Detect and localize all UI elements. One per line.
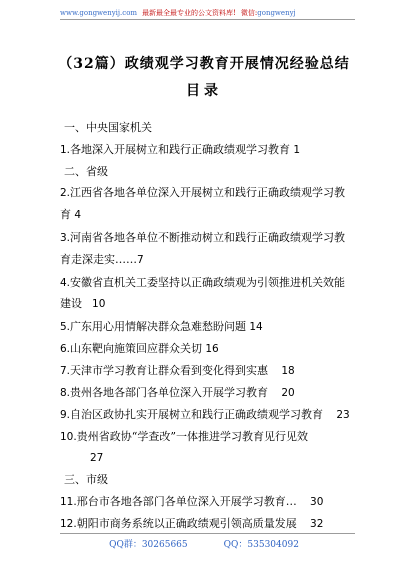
toc-entry-11[interactable] xyxy=(60,495,323,509)
toc-entry-7[interactable] xyxy=(60,364,295,378)
page-footer xyxy=(0,537,408,550)
toc-entry-number: 10. xyxy=(60,431,77,443)
toc-entry-title: 河南省各地各单位不断推动树立和践行正确政绩观学习教 xyxy=(70,231,346,244)
toc-entry-page: 1 xyxy=(290,144,301,156)
toc-entry-number: 3. xyxy=(60,232,71,244)
toc-entry-2-continued[interactable] xyxy=(60,208,81,222)
toc-entry-title: 贵州省政协“学查改”一体推进学习教育见行见效 xyxy=(76,430,308,443)
toc-entry-1[interactable] xyxy=(60,143,300,157)
toc-entry-8[interactable] xyxy=(60,386,295,400)
toc-entry-title-continued: 育走深走实…… xyxy=(60,253,137,266)
toc-entry-title: 各地深入开展树立和践行正确政绩观学习教育 xyxy=(70,143,291,156)
toc-entry-title: 天津市学习教育让群众看到变化得到实惠 xyxy=(70,364,269,377)
toc-entry-title: 邢台市各地各部门各单位深入开展学习教育… xyxy=(76,495,297,508)
footer-rule xyxy=(60,533,355,534)
header-weixin-id: gongwenyj xyxy=(257,9,296,17)
toc-entry-title: 自治区政协扎实开展树立和践行正确政绩观学习教育 xyxy=(70,408,324,421)
toc-entry-4-continued[interactable] xyxy=(60,297,105,311)
toc-entry-page: 18 xyxy=(268,365,295,377)
toc-entry-page: 4 xyxy=(71,209,82,221)
page-header xyxy=(60,8,360,18)
toc-entry-number: 5. xyxy=(60,321,71,333)
footer-qq-group: QQ群：30265665 xyxy=(109,540,188,550)
toc-entry-page: 32 xyxy=(296,518,324,530)
toc-entry-page: 27 xyxy=(90,452,104,464)
toc-entry-number: 4. xyxy=(60,277,71,289)
toc-entry-page: 14 xyxy=(246,321,263,333)
toc-entry-page: 16 xyxy=(202,343,219,355)
toc-entry-3[interactable] xyxy=(60,231,345,245)
toc-entry-page: 30 xyxy=(296,496,324,508)
toc-entry-number: 7. xyxy=(60,365,71,377)
toc-entry-page: 23 xyxy=(323,409,350,421)
toc-entry-number: 11. xyxy=(60,496,77,508)
toc-section-provincial: 二、省级 xyxy=(64,165,108,178)
toc-entry-page: 20 xyxy=(268,387,295,399)
toc-entry-2[interactable] xyxy=(60,186,345,200)
footer-qq: QQ：535304092 xyxy=(223,540,299,550)
document-title: （32篇）政绩观学习教育开展情况经验总结 xyxy=(58,56,350,72)
toc-entry-10[interactable] xyxy=(60,430,308,444)
toc-entry-title: 山东靶向施策回应群众关切 xyxy=(70,342,203,355)
toc-entry-3-continued[interactable] xyxy=(60,253,144,267)
toc-entry-page: 10 xyxy=(82,298,106,310)
toc-entry-6[interactable] xyxy=(60,342,219,356)
toc-entry-page: 7 xyxy=(137,254,144,266)
toc-entry-number: 6. xyxy=(60,343,71,355)
toc-section-city: 三、市级 xyxy=(64,473,108,486)
toc-entry-number: 9. xyxy=(60,409,71,421)
header-slogan: 最新最全最专业的公文资料库! xyxy=(142,9,236,17)
toc-entry-12[interactable] xyxy=(60,517,323,531)
toc-entry-10-page[interactable] xyxy=(90,451,103,465)
toc-entry-5[interactable] xyxy=(60,320,263,334)
toc-entry-title-continued: 育 xyxy=(60,208,71,221)
toc-entry-9[interactable] xyxy=(60,408,350,422)
toc-entry-title-continued: 建设 xyxy=(60,297,82,310)
header-rule xyxy=(60,19,355,20)
toc-section-central: 一、中央国家机关 xyxy=(64,121,152,134)
toc-entry-title: 江西省各地各单位深入开展树立和践行正确政绩观学习教 xyxy=(70,186,346,199)
header-weixin-label: 微信: xyxy=(240,9,258,17)
toc-entry-title: 广东用心用情解决群众急难愁盼问题 xyxy=(70,320,247,333)
toc-entry-number: 1. xyxy=(60,144,71,156)
toc-entry-title: 贵州各地各部门各单位深入开展学习教育 xyxy=(70,386,269,399)
toc-entry-number: 8. xyxy=(60,387,71,399)
toc-entry-title: 朝阳市商务系统以正确政绩观引领高质量发展 xyxy=(76,517,297,530)
toc-entry-number: 2. xyxy=(60,187,71,199)
toc-entry-4[interactable] xyxy=(60,276,345,290)
toc-entry-number: 12. xyxy=(60,518,77,530)
header-site[interactable]: www.gongwenyij.com xyxy=(60,9,138,17)
toc-heading: 目录 xyxy=(186,83,222,99)
toc-entry-title: 安徽省直机关工委坚持以正确政绩观为引领推进机关效能 xyxy=(70,276,346,289)
